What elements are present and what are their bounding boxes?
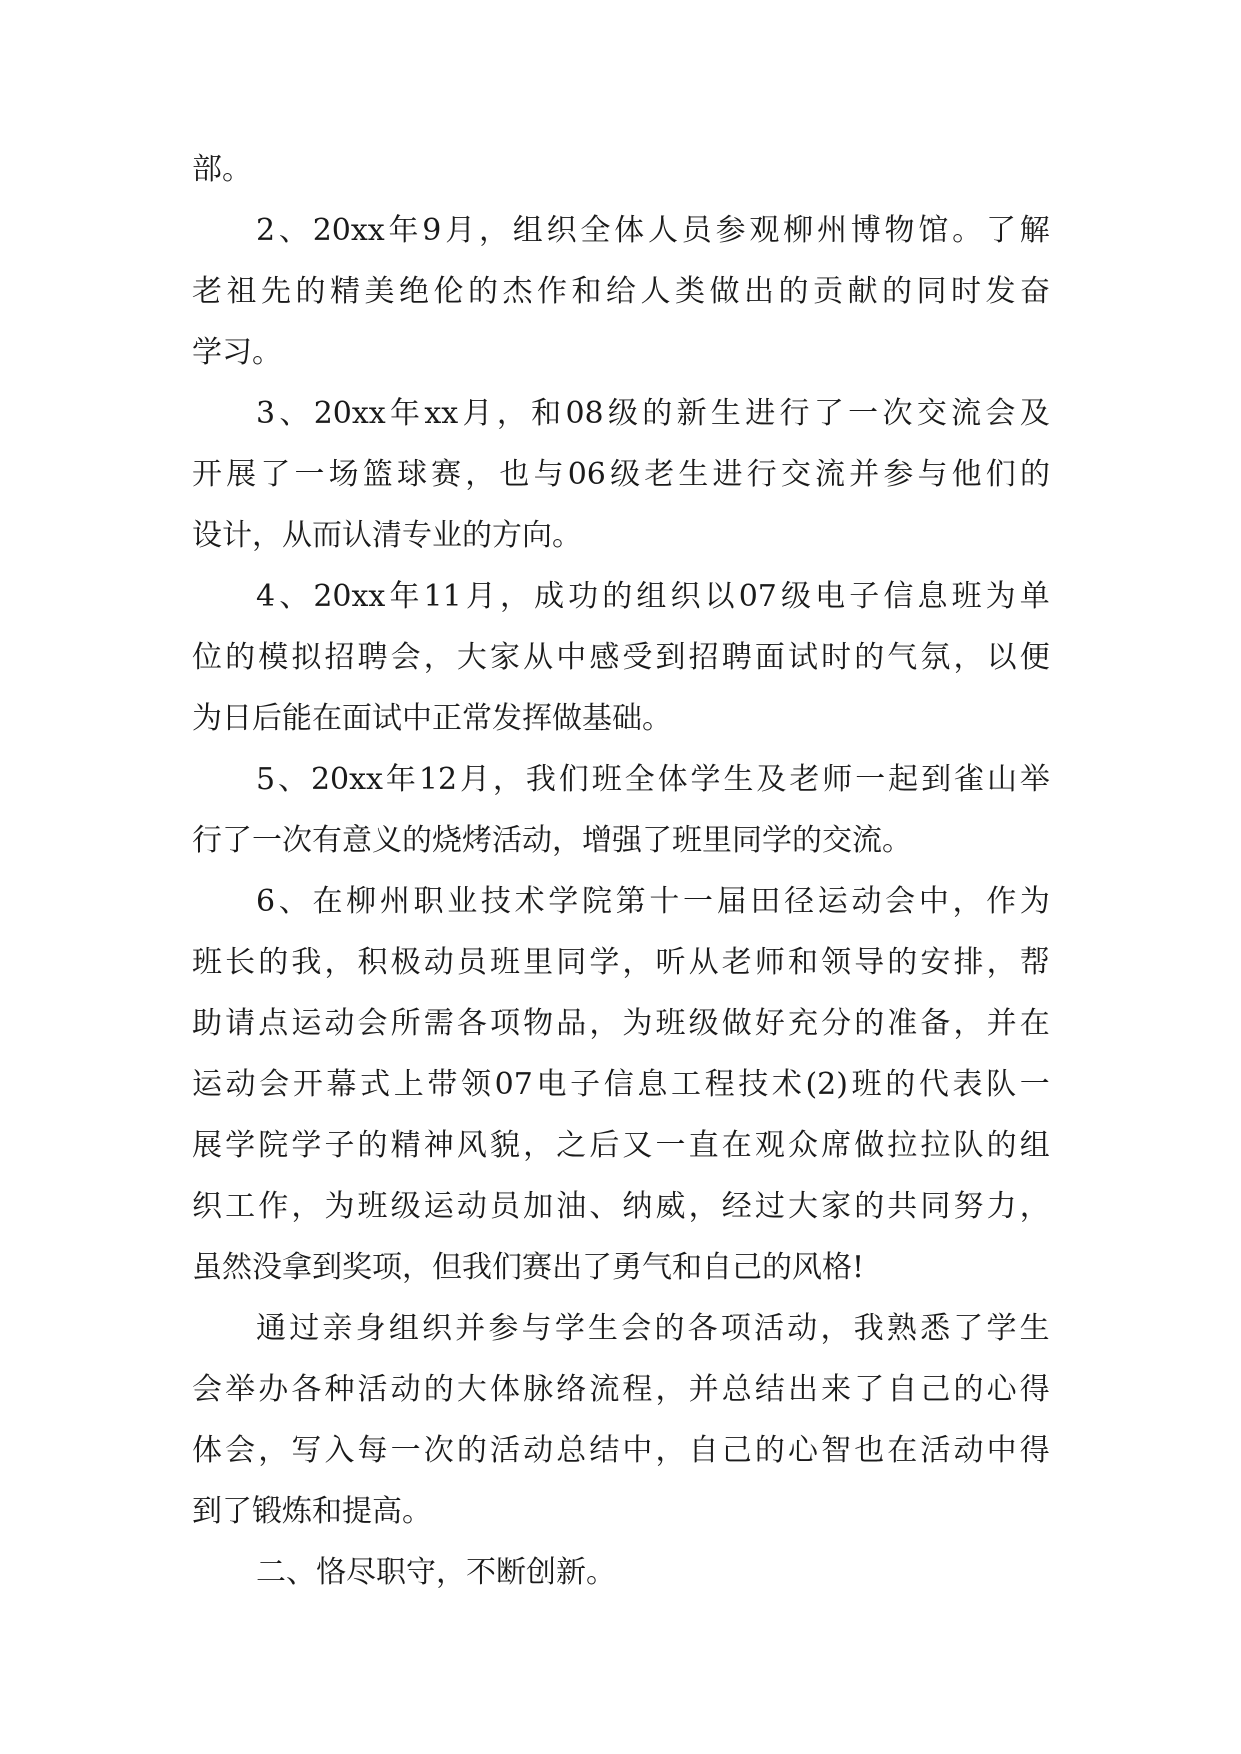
text-line: 部。 xyxy=(192,152,252,187)
text-line: 为日后能在面试中正常发挥做基础。 xyxy=(192,701,672,736)
text-line: 会 举 办 各 种 活 动 的 大 体 脉 络 流 程 ， 并 总 结 出 来 了 自 己 的 心 得 xyxy=(192,1372,1050,1407)
text-line: 4 、 20xx 年 11 月 ， 成 功 的 组 织 以 07 级 电 子 信 息 班 为 单 xyxy=(256,579,1050,614)
text-line: 通 过 亲 身 组 织 并 参 与 学 生 会 的 各 项 活 动 ， 我 熟 悉 了 学 生 xyxy=(256,1311,1050,1346)
text-line: 5 、 20xx 年 12 月 ， 我 们 班 全 体 学 生 及 老 师 一 起 到 雀 山 举 xyxy=(256,762,1050,797)
text-line: 班 长 的 我 ， 积 极 动 员 班 里 同 学 ， 听 从 老 师 和 领 导 的 安 排 ， 帮 xyxy=(192,945,1050,980)
text-line: 二、恪尽职守，不断创新。 xyxy=(256,1555,616,1590)
text-line: 助 请 点 运 动 会 所 需 各 项 物 品 ， 为 班 级 做 好 充 分 的 准 备 ， 并 在 xyxy=(192,1006,1050,1041)
text-line: 学习。 xyxy=(192,335,282,370)
text-line: 开 展 了 一 场 篮 球 赛 ， 也 与 06 级 老 生 进 行 交 流 并 参 与 他 们 的 xyxy=(192,457,1050,492)
text-line: 行了一次有意义的烧烤活动，增强了班里同学的交流。 xyxy=(192,823,912,858)
text-line: 老 祖 先 的 精 美 绝 伦 的 杰 作 和 给 人 类 做 出 的 贡 献 的 同 时 发 奋 xyxy=(192,274,1050,309)
text-line: 到了锻炼和提高。 xyxy=(192,1494,432,1529)
text-line: 设计，从而认清专业的方向。 xyxy=(192,518,582,553)
text-line: 运 动 会 开 幕 式 上 带 领 07 电 子 信 息 工 程 技 术 (2) 班 的 代 表 队 一 xyxy=(192,1067,1050,1102)
text-line: 织 工 作 ， 为 班 级 运 动 员 加 油 、 纳 威 ， 经 过 大 家 的 共 同 努 力 ， xyxy=(192,1189,1050,1224)
text-line: 位 的 模 拟 招 聘 会 ， 大 家 从 中 感 受 到 招 聘 面 试 时 的 气 氛 ， 以 便 xyxy=(192,640,1050,675)
text-line: 2 、 20xx 年 9 月 ， 组 织 全 体 人 员 参 观 柳 州 博 物 馆 。 了 解 xyxy=(256,213,1050,248)
text-line: 展 学 院 学 子 的 精 神 风 貌 ， 之 后 又 一 直 在 观 众 席 做 拉 拉 队 的 组 xyxy=(192,1128,1050,1163)
text-line: 体 会 ， 写 入 每 一 次 的 活 动 总 结 中 ， 自 己 的 心 智 也 在 活 动 中 得 xyxy=(192,1433,1050,1468)
text-line: 虽然没拿到奖项，但我们赛出了勇气和自己的风格! xyxy=(192,1250,865,1285)
text-line: 6 、 在 柳 州 职 业 技 术 学 院 第 十 一 届 田 径 运 动 会 中 ， 作 为 xyxy=(256,884,1050,919)
text-line: 3 、 20xx 年 xx 月 ， 和 08 级 的 新 生 进 行 了 一 次 交 流 会 及 xyxy=(256,396,1050,431)
document-body xyxy=(192,148,1050,1612)
